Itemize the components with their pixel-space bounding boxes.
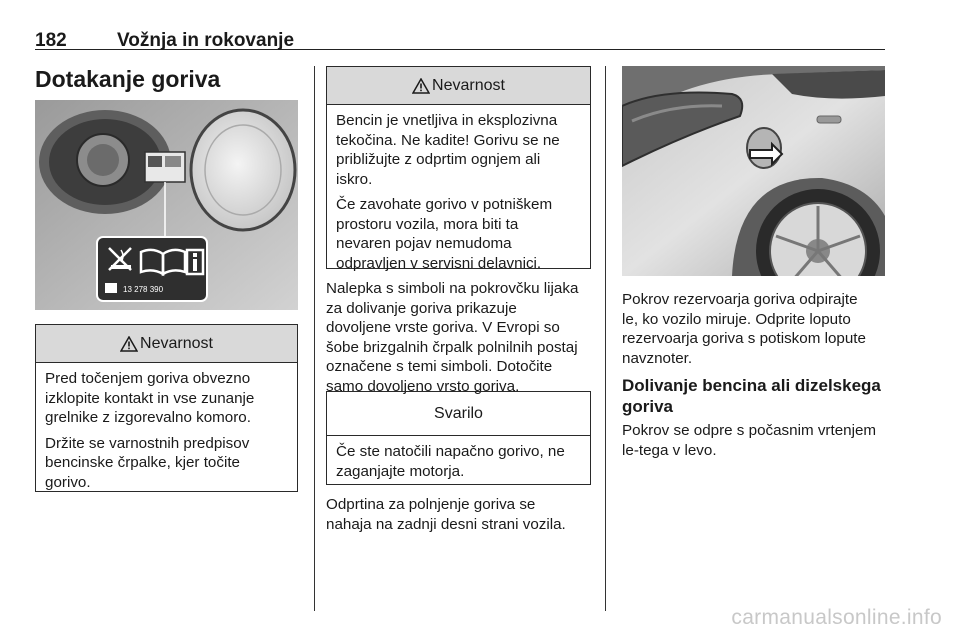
fuel-lid-paragraph: Pokrov rezervoarja goriva odpirajte le, ko vozilo miruje. Odprite loputo rezervoarja goriva s potiskom lopute navznoter. [622, 291, 866, 367]
label-explanation-paragraph: Nalepka s simboli na pokrovčku lijaka za dolivanje goriva prikazuje dovoljene vrste goriva. V Evropi so šobe brizgalnih črpalk polnilnih postaj označene s temi simboli. Dotočite samo dovoljeno vrsto goriva. [326, 280, 579, 395]
warning-box-2 [326, 66, 591, 272]
notice-body: Če ste natočili napačno gorivo, ne zaganjajte motorja. [336, 443, 565, 480]
notice-box [326, 391, 591, 485]
warning-triangle-icon [120, 336, 138, 352]
warning-paragraph: Bencin je vnetljiva in eksplozivna tekočina. Ne kadite! Gorivu se ne približujte z odprtim ognjem ali iskro. [336, 112, 560, 188]
notice-header [327, 392, 590, 436]
page-header [35, 8, 885, 50]
watermark: carmanualsonline.info [731, 606, 942, 629]
warning-heading: Nevarnost [432, 76, 505, 94]
filler-location-paragraph: Odprtina za polnjenje goriva se nahaja na zadnji desni strani vozila. [326, 496, 566, 533]
section-title: Dotakanje goriva [35, 66, 221, 92]
warning-header [327, 67, 590, 105]
warning-paragraph: Pred točenjem goriva obvezno izklopite kontakt in vse zunanje grelnike z izgorevalno komoro. [45, 370, 255, 426]
warning-body [36, 363, 297, 500]
column-divider-1 [314, 66, 315, 611]
fuel-flap-illustration [35, 100, 298, 310]
label-code: 13 278 390 [123, 285, 164, 294]
car-rear-illustration [622, 66, 885, 276]
warning-triangle-icon [412, 78, 430, 94]
warning-paragraph: Držite se varnostnih predpisov bencinske črpalke, kjer točite gorivo. [45, 434, 250, 491]
car-fuel-flap-figure [622, 66, 885, 276]
refuelling-subheading: Dolivanje bencina ali dizelskega goriva [622, 376, 881, 416]
chapter-title: Vožnja in rokovanje [117, 30, 295, 51]
warning-box-1 [35, 324, 298, 492]
notice-heading: Svarilo [434, 404, 483, 422]
warning-heading: Nevarnost [140, 334, 213, 352]
fuel-cap-paragraph: Pokrov se odpre s počasnim vrtenjem le-tega v levo. [622, 422, 877, 459]
warning-paragraph: Če zavohate gorivo v potniškem prostoru vozila, mora biti ta nevaren pojav nemudoma odpravljen v servisni delavnici. [336, 196, 553, 272]
fuel-flap-label-figure [35, 100, 298, 310]
column-divider-2 [605, 66, 606, 611]
warning-header [36, 325, 297, 363]
page-number: 182 [35, 30, 67, 51]
warning-body [327, 105, 590, 281]
